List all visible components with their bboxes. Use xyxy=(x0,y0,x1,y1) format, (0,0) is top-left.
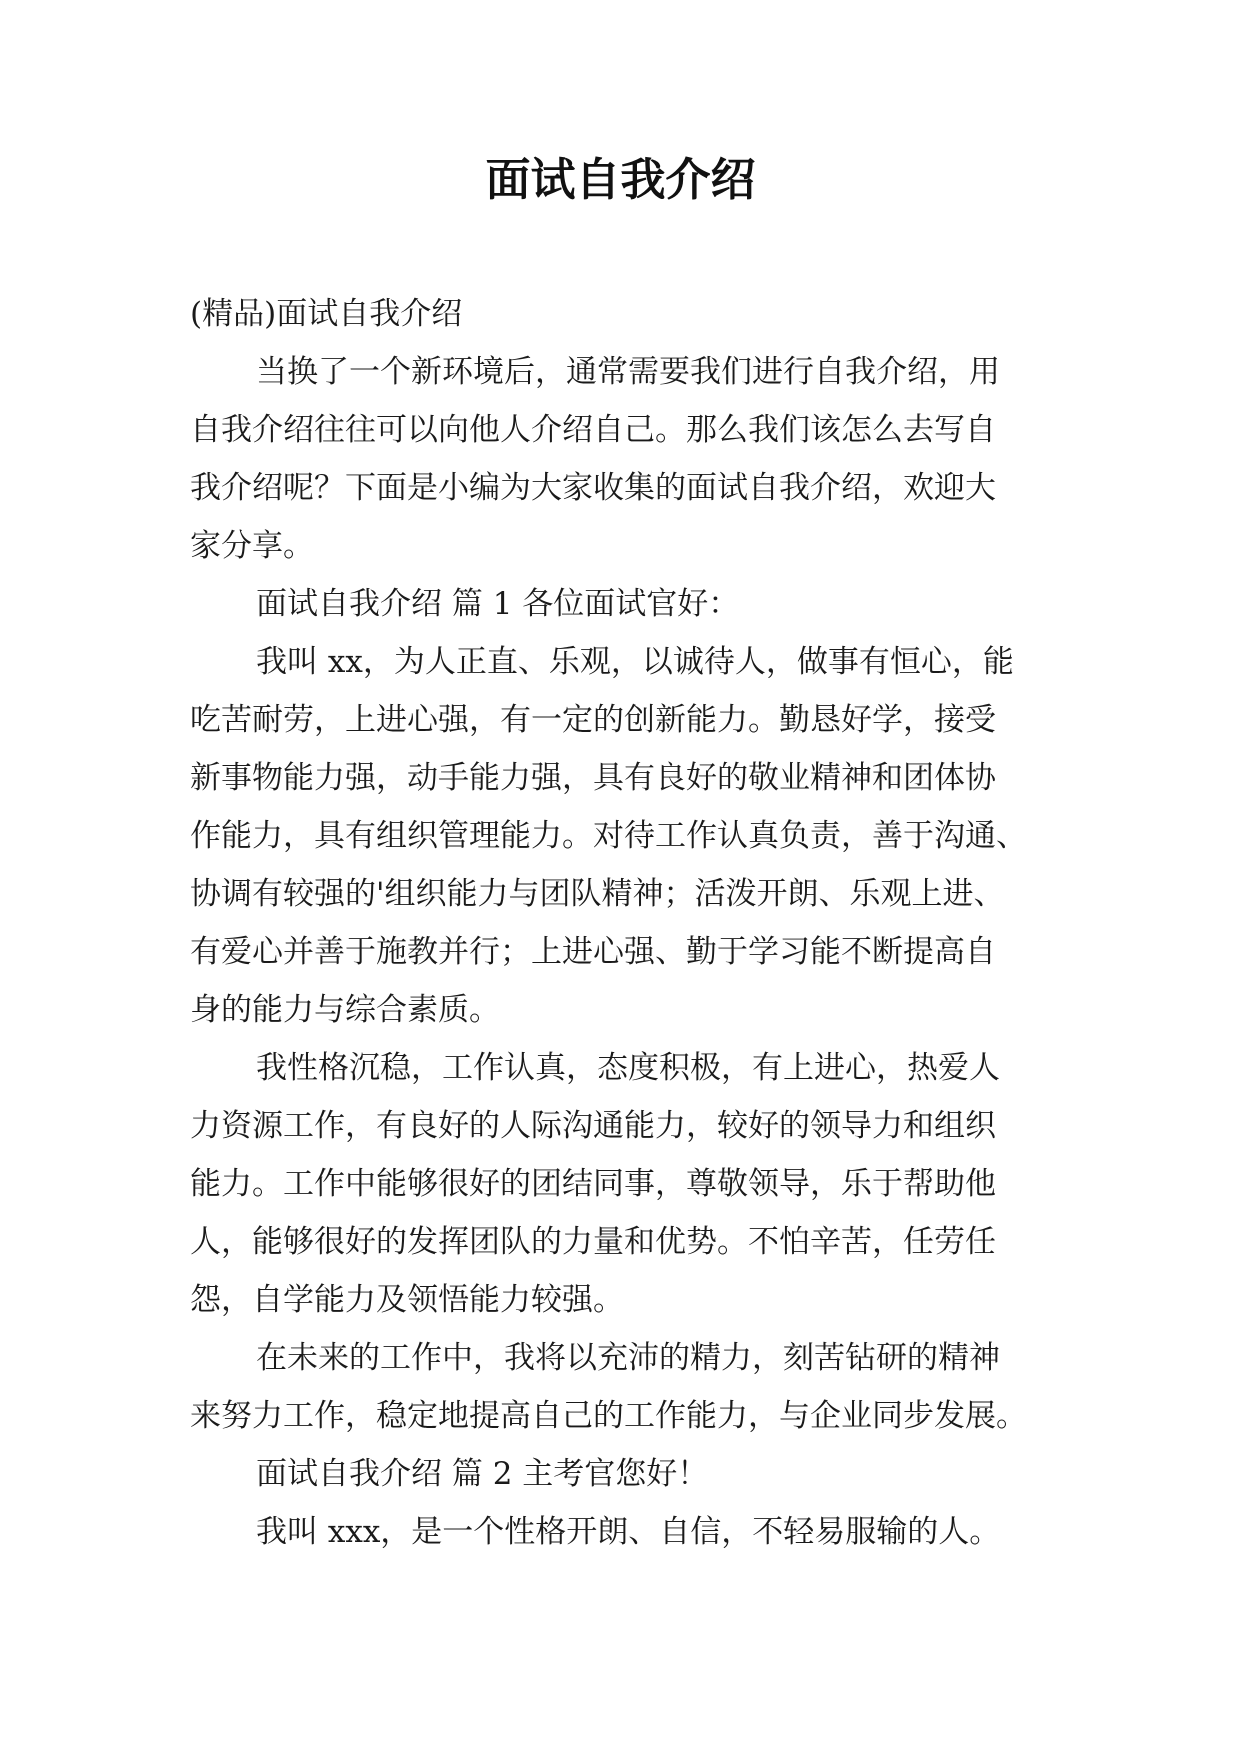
text-line: 我介绍呢？下面是小编为大家收集的面试自我介绍，欢迎大 xyxy=(190,470,996,506)
text-line: 能力。工作中能够很好的团结同事，尊敬领导，乐于帮助他 xyxy=(190,1166,996,1202)
text-line: 有爱心并善于施教并行；上进心强、勤于学习能不断提高自 xyxy=(190,934,996,970)
text-line: 我叫 xxx，是一个性格开朗、自信，不轻易服输的人。 xyxy=(256,1514,1001,1550)
text-line: 身的能力与综合素质。 xyxy=(190,992,500,1028)
text-line: 当换了一个新环境后，通常需要我们进行自我介绍，用 xyxy=(256,354,1000,390)
text-line: 我叫 xx，为人正直、乐观，以诚待人，做事有恒心，能 xyxy=(256,644,1014,680)
text-line: 自我介绍往往可以向他人介绍自己。那么我们该怎么去写自 xyxy=(190,412,996,448)
text-line: 我性格沉稳，工作认真，态度积极，有上进心，热爱人 xyxy=(256,1050,1000,1086)
document-title: 面试自我介绍 xyxy=(485,153,756,206)
text-line: 新事物能力强，动手能力强，具有良好的敬业精神和团体协 xyxy=(190,760,996,796)
text-line: 怨，自学能力及领悟能力较强。 xyxy=(190,1282,624,1318)
text-line: 家分享。 xyxy=(190,528,314,564)
text-line: 在未来的工作中，我将以充沛的精力，刻苦钻研的精神 xyxy=(256,1340,1000,1376)
text-line: (精品)面试自我介绍 xyxy=(190,296,463,332)
text-line: 协调有较强的'组织能力与团队精神；活泼开朗、乐观上进、 xyxy=(190,876,1005,912)
text-line: 面试自我介绍 篇 1 各位面试官好： xyxy=(256,586,740,622)
text-line: 力资源工作，有良好的人际沟通能力，较好的领导力和组织 xyxy=(190,1108,996,1144)
text-line: 人，能够很好的发挥团队的力量和优势。不怕辛苦，任劳任 xyxy=(190,1224,996,1260)
text-line: 面试自我介绍 篇 2 主考官您好！ xyxy=(256,1456,709,1492)
text-line: 吃苦耐劳，上进心强，有一定的创新能力。勤恳好学，接受 xyxy=(190,702,996,738)
text-line: 来努力工作，稳定地提高自己的工作能力，与企业同步发展。 xyxy=(190,1398,1027,1434)
text-line: 作能力，具有组织管理能力。对待工作认真负责，善于沟通、 xyxy=(190,818,1027,854)
